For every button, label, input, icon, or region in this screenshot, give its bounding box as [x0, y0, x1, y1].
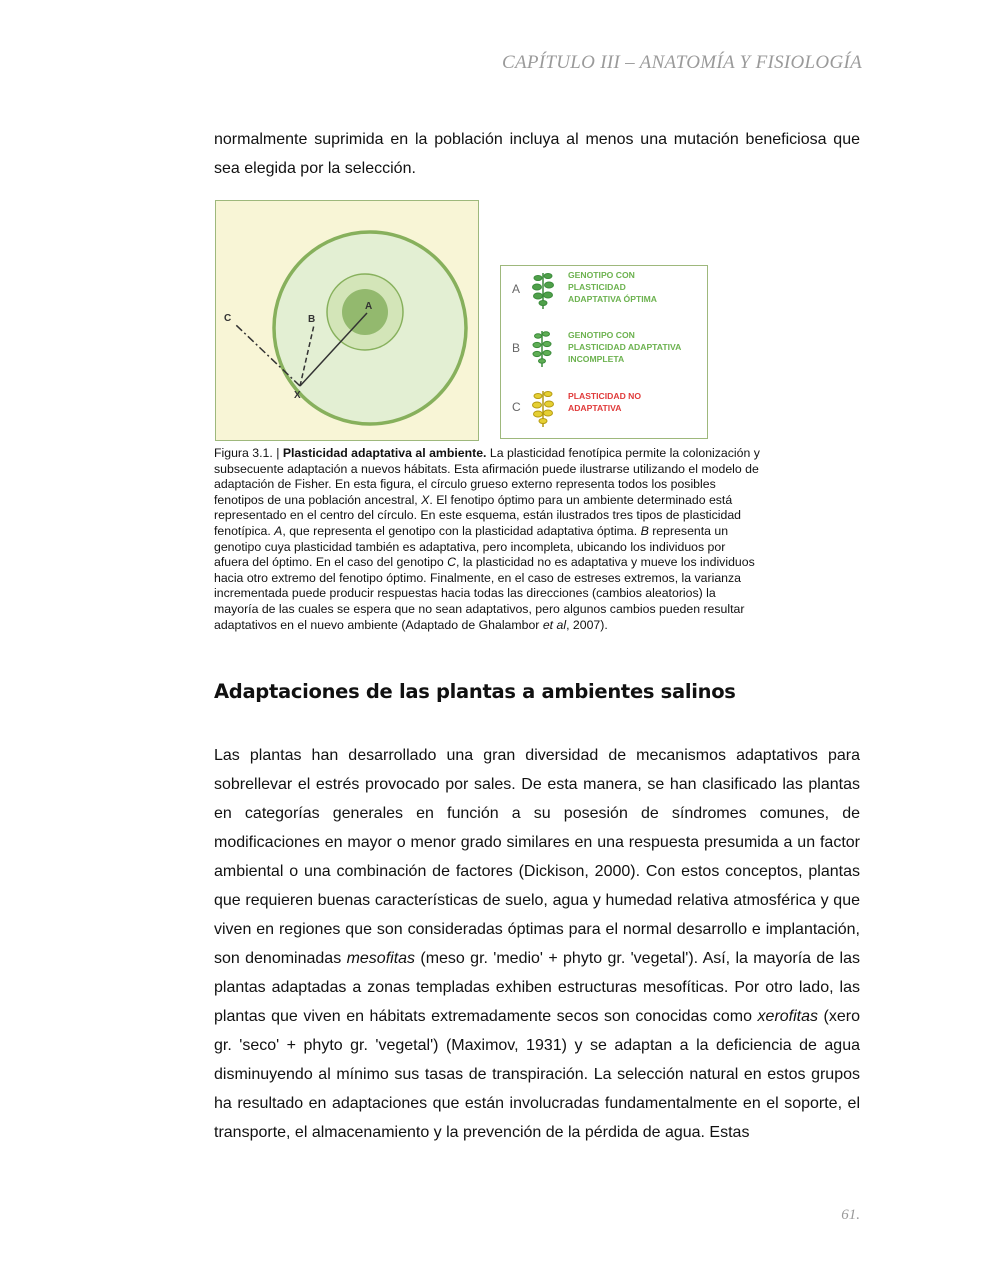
legend-text-c-line1: PLASTICIDAD NO: [568, 391, 642, 401]
paragraph-text: (meso gr. 'medio' + phyto gr. 'vegetal'). Así, la mayoría de las plantas adaptadas a zonas templadas exhiben estructuras mesofíticas. Por otro lado, las plantas que viven en hábitats extremadamente secos son conocidas como: [214, 950, 861, 1025]
caption-text: , 2007).: [566, 617, 608, 632]
caption-italic-c: C: [447, 555, 457, 570]
page-number: 61.: [841, 1207, 860, 1223]
caption-text: La plasticidad fenotípica permite la colonización y subsecuente adaptación a nuevos hábitats. Esta afirmación puede ilustrarse utilizando el modelo de adaptación de Fisher. En esta figura, el círculo grueso externo representa todos los posibles fenotipos de una población ancestral,: [214, 446, 760, 507]
caption-text: . El fenotipo óptimo para un ambiente determinado está representado en el centro del círculo. En este esquema, están ilustrados tres tipos de plasticidad fenotípica.: [214, 492, 742, 538]
legend-text-a-line1: GENOTIPO CON: [568, 270, 635, 280]
legend-text-b-line2: PLASTICIDAD ADAPTATIVA: [568, 342, 682, 352]
caption-text: , la plasticidad no es adaptativa y mueve los individuos hacia otro extremo del fenotipo óptimo. Finalmente, en el caso de estreses extremos, la varianza incrementada puede producir respuestas hacia todas las direcciones (cambios aleatorios) la mayoría de las cuales se espera que no sean adaptativos, pero algunos cambios pueden resultar adaptativos en el nuevo ambiente (Adaptado de Ghalambor: [214, 555, 755, 632]
legend-text-a-line2: PLASTICIDAD: [568, 282, 626, 292]
caption-title: Plasticidad adaptativa al ambiente.: [282, 446, 487, 460]
label-c: C: [224, 313, 232, 324]
caption-italic-b: B: [640, 523, 649, 538]
caption-label: Figura 3.1. |: [214, 446, 283, 460]
legend-text-b-line3: INCOMPLETA: [568, 354, 625, 364]
optimum-core: [342, 289, 388, 335]
legend-letter-b: B: [512, 341, 521, 355]
label-b: B: [308, 314, 316, 325]
fisher-model-diagram: [215, 200, 479, 441]
intro-paragraph: normalmente suprimida en la población incluya al menos una mutación beneficiosa que sea elegida por la selección.: [214, 131, 860, 177]
legend-letter-a: A: [512, 282, 521, 296]
legend-box: [500, 265, 708, 439]
term-xerofitas: xerofitas: [757, 1008, 819, 1025]
caption-italic-a: A: [274, 523, 283, 538]
label-a: A: [365, 301, 373, 312]
caption-italic-etal: et al: [542, 617, 567, 632]
caption-italic-x: X: [421, 492, 430, 507]
caption-text: representa un genotipo cuya plasticidad también es adaptativa, pero incompleta, ubicando los individuos por afuera del óptimo. En el caso del genotipo: [214, 523, 729, 570]
legend-text-a-line3: ADAPTATIVA ÓPTIMA: [568, 294, 657, 304]
chapter-header: CAPÍTULO III – ANATOMÍA Y FISIOLOGÍA: [501, 52, 862, 73]
legend-text-c-line2: ADAPTATIVA: [568, 403, 622, 413]
caption-text: , que representa el genotipo con la plasticidad adaptativa óptima.: [282, 523, 641, 538]
section-title: Adaptaciones de las plantas a ambientes salinos: [214, 680, 736, 703]
legend-letter-c: C: [512, 400, 521, 414]
label-x: X: [294, 390, 301, 401]
paragraph-text: (xero gr. 'seco' + phyto gr. 'vegetal') (Maximov, 1931) y se adaptan a la deficiencia de agua disminuyendo al mínimo sus tasas de transpiración. La selección natural en estos grupos ha resultado en adaptaciones que están involucradas fundamentalmente en el soporte, el transporte, el almacenamiento y la prevención de la pérdida de agua. Estas: [214, 1008, 860, 1141]
legend-text-b-line1: GENOTIPO CON: [568, 330, 635, 340]
paragraph-text: Las plantas han desarrollado una gran diversidad de mecanismos adaptativos para sobrellevar el estrés provocado por sales. De esta manera, se han clasificado las plantas en categorías generales en función a su posesión de síndromes comunes, de modificaciones en mayor o menor grado similares en una respuesta presumida a un factor ambiental o una combinación de factores (Dickison, 2000). Con estos conceptos, plantas que requieren buenas características de suelo, agua y humedad relativa atmosférica y que viven en regiones que son consideradas óptimas para el normal desarrollo e implantación, son denominadas: [214, 747, 860, 967]
section-paragraph: [214, 741, 860, 1147]
figure-caption: [214, 446, 760, 633]
term-mesofitas: mesofitas: [346, 950, 416, 967]
